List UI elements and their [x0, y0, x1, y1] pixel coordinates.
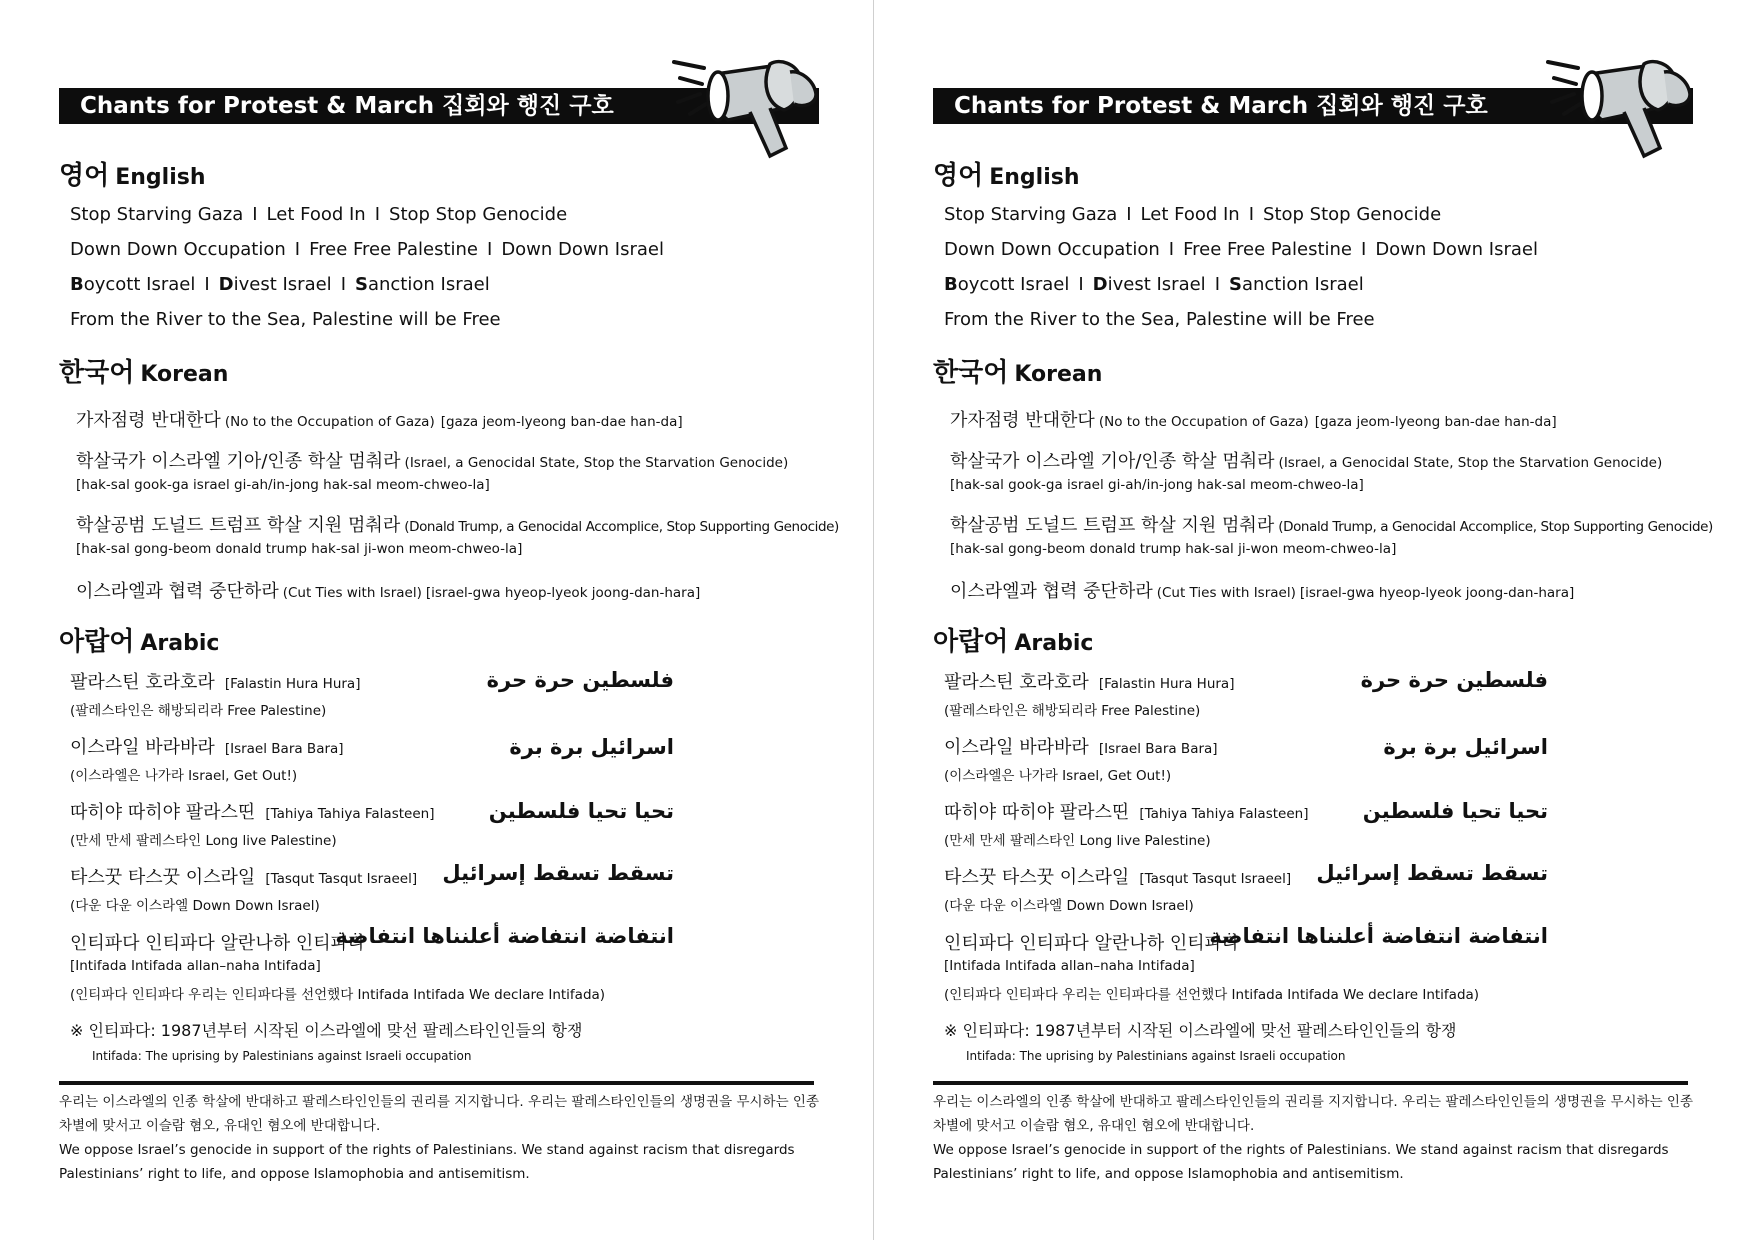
flyer-page-right — [874, 0, 1748, 1240]
footer-rule — [933, 1081, 1688, 1085]
chant-romanization: [Israel Bara Bara] — [1098, 741, 1218, 757]
chant-translation: (Donald Trump, a Genocidal Accomplice, Stop Supporting Genocide) — [404, 519, 839, 535]
chant-meaning: (다운 다운 이스라엘 Down Down Israel) — [70, 898, 320, 914]
arabic-text: تحيا تحيا فلسطين — [1362, 799, 1548, 823]
chant: Stop Starving Gaza — [944, 204, 1118, 225]
chant: Let Food In — [266, 204, 366, 225]
chant-meaning: (인티파다 인티파다 우리는 인티파다를 선언했다 Intifada Intifada We declare Intifada) — [70, 987, 606, 1003]
chant: Sanction Israel — [355, 274, 490, 295]
section-heading-ko: 한국어 — [59, 358, 135, 388]
separator: I — [1361, 239, 1367, 260]
korean-chant — [76, 406, 683, 432]
chant-romanization: [Intifada Intifada allan–naha Intifada] — [70, 958, 321, 974]
chant-korean: 가자점령 반대한다 — [76, 410, 221, 431]
initial-letter: S — [1229, 274, 1242, 295]
chant-korean: 이스라엘과 협력 중단하라 — [76, 581, 279, 602]
title-banner: Chants for Protest & March 집회와 행진 구호 — [59, 88, 819, 124]
chant: Stop Starving Gaza — [70, 204, 244, 225]
chant-meaning: (다운 다운 이스라엘 Down Down Israel) — [944, 898, 1194, 914]
chant-romanization: [Tasqut Tasqut Israeel] — [1139, 871, 1292, 887]
chant-romanization: [Israel Bara Bara] — [224, 741, 344, 757]
chant-korean: 팔라스틴 호라호라 — [944, 672, 1089, 693]
chant-romanization: [hak-sal gong-beom donald trump hak-sal ji-won meom-chweo-la] — [76, 541, 523, 557]
arabic-text: اسرائيل برة برة — [509, 735, 674, 759]
chant: Down Down Israel — [1375, 239, 1538, 260]
chant-romanization: [Tasqut Tasqut Israeel] — [265, 871, 418, 887]
chant-translation: (Donald Trump, a Genocidal Accomplice, Stop Supporting Genocide) — [1278, 519, 1713, 535]
section-heading-en: English — [115, 165, 206, 190]
chant-korean: 학살국가 이스라엘 기아/인종 학살 멈춰라 — [950, 451, 1275, 472]
section-heading-english — [59, 155, 206, 192]
arabic-chant — [944, 733, 1218, 759]
initial-letter: D — [1092, 274, 1108, 295]
megaphone-icon — [666, 46, 828, 170]
section-heading-arabic — [933, 621, 1093, 658]
chant-romanization: [gaza jeom-lyeong ban-dae han-da] — [1314, 414, 1557, 430]
chant-korean: 이스라일 바라바라 — [70, 737, 215, 758]
arabic-text: تسقط تسقط إسرائيل — [1316, 861, 1548, 885]
english-chant-line — [944, 239, 1538, 260]
footer-statement — [933, 1090, 1695, 1186]
chant: From the River to the Sea, Palestine will be Free — [944, 309, 1375, 330]
chant: Down Down Occupation — [944, 239, 1160, 260]
section-heading-arabic — [59, 621, 219, 658]
footer-korean: 우리는 이스라엘의 인종 학살에 반대하고 팔레스타인인들의 권리를 지지합니다. 우리는 팔레스타인인들의 생명권을 무시하는 인종차별에 맞서고 이슬람 혐오, 유대인 혐오에 반대합니다. — [59, 1094, 819, 1134]
chant-korean: 팔라스틴 호라호라 — [70, 672, 215, 693]
chant-translation: (No to the Occupation of Gaza) — [224, 414, 435, 430]
chant-meaning: (이스라엘은 나가라 Israel, Get Out!) — [944, 768, 1172, 784]
arabic-chant — [944, 798, 1308, 824]
chant-korean: 타스꿋 타스꿋 이스라일 — [944, 867, 1130, 888]
chant-korean: 이스라일 바라바라 — [944, 737, 1089, 758]
chant-korean: 인티파다 인티파다 알란나하 인티파다 — [944, 933, 1240, 954]
chant: Stop Stop Genocide — [389, 204, 568, 225]
chant-romanization: [Tahiya Tahiya Falasteen] — [265, 806, 435, 822]
english-chant-line — [70, 239, 664, 260]
korean-chant — [950, 577, 1574, 603]
initial-letter: B — [70, 274, 84, 295]
separator: I — [1168, 239, 1175, 260]
arabic-chant — [944, 863, 1291, 889]
separator: I — [1214, 274, 1220, 295]
separator: I — [204, 274, 210, 295]
section-heading-korean — [59, 352, 228, 389]
initial-letter: S — [355, 274, 368, 295]
section-heading-en: Korean — [140, 362, 229, 387]
korean-chant — [76, 447, 788, 473]
chant-romanization: [hak-sal gong-beom donald trump hak-sal ji-won meom-chweo-la] — [950, 541, 1397, 557]
chant-romanization: [gaza jeom-lyeong ban-dae han-da] — [440, 414, 683, 430]
arabic-text: تسقط تسقط إسرائيل — [442, 861, 674, 885]
chant-meaning: (팔레스타인은 해방되리라 Free Palestine) — [70, 703, 327, 719]
chant: From the River to the Sea, Palestine will be Free — [70, 309, 501, 330]
arabic-text: فلسطين حرة حرة — [1360, 668, 1548, 692]
english-chant-line — [70, 204, 567, 225]
arabic-chant — [70, 929, 365, 955]
arabic-chant — [70, 863, 417, 889]
english-chant-line — [944, 274, 1364, 295]
chant-meaning: (팔레스타인은 해방되리라 Free Palestine) — [944, 703, 1201, 719]
korean-chant — [950, 447, 1662, 473]
title-banner: Chants for Protest & March 집회와 행진 구호 — [933, 88, 1693, 124]
megaphone-icon — [1540, 46, 1702, 170]
intifada-note: ※ 인티파다: 1987년부터 시작된 이스라엘에 맞선 팔레스타인인들의 항쟁 — [944, 1021, 1457, 1040]
arabic-text: انتفاضة انتفاضة أعلنناها انتفاضة — [335, 924, 674, 948]
chant-romanization: [hak-sal gook-ga israel gi-ah/in-jong hak-sal meom-chweo-la] — [76, 477, 490, 493]
arabic-chant — [944, 929, 1239, 955]
arabic-text: انتفاضة انتفاضة أعلنناها انتفاضة — [1209, 924, 1548, 948]
chant-korean: 따히야 따히야 팔라스띤 — [70, 802, 256, 823]
chant-translation: (Cut Ties with Israel) — [282, 585, 422, 601]
section-heading-en: English — [989, 165, 1080, 190]
chant: Stop Stop Genocide — [1263, 204, 1442, 225]
separator: I — [1078, 274, 1084, 295]
chant: Down Down Occupation — [70, 239, 286, 260]
separator: I — [340, 274, 346, 295]
chant-korean: 학살국가 이스라엘 기아/인종 학살 멈춰라 — [76, 451, 401, 472]
chant: Boycott Israel — [70, 274, 196, 295]
chant-romanization: [israel-gwa hyeop-lyeok joong-dan-hara] — [425, 585, 701, 601]
footer-english: We oppose Israel’s genocide in support of the rights of Palestinians. We stand against racism that disregards Palestinians’ right to life, and oppose Islamophobia and antisemitism. — [933, 1142, 1669, 1182]
initial-letter: B — [944, 274, 958, 295]
chant-romanization: [Tahiya Tahiya Falasteen] — [1139, 806, 1309, 822]
chant-meaning: (이스라엘은 나가라 Israel, Get Out!) — [70, 768, 298, 784]
chant: Sanction Israel — [1229, 274, 1364, 295]
korean-chant — [950, 511, 1713, 537]
chant-korean: 학살공범 도널드 트럼프 학살 지원 멈춰라 — [76, 515, 401, 536]
section-heading-korean — [933, 352, 1102, 389]
english-chant-line — [944, 309, 1375, 330]
chant-korean: 이스라엘과 협력 중단하라 — [950, 581, 1153, 602]
section-heading-ko: 한국어 — [933, 358, 1009, 388]
chant-translation: (Israel, a Genocidal State, Stop the Starvation Genocide) — [404, 455, 789, 471]
chant: Free Free Palestine — [1183, 239, 1352, 260]
chant-romanization: [Falastin Hura Hura] — [224, 676, 361, 692]
chant-meaning: (만세 만세 팔레스타인 Long live Palestine) — [944, 833, 1211, 849]
english-chant-line — [70, 274, 490, 295]
chant: Divest Israel — [1092, 274, 1206, 295]
section-heading-en: Arabic — [140, 631, 220, 656]
chant-romanization: [Falastin Hura Hura] — [1098, 676, 1235, 692]
chant-translation: (Israel, a Genocidal State, Stop the Starvation Genocide) — [1278, 455, 1663, 471]
footer-statement — [59, 1090, 821, 1186]
section-heading-en: Arabic — [1014, 631, 1094, 656]
chant: Let Food In — [1140, 204, 1240, 225]
separator: I — [1248, 204, 1255, 225]
chant-romanization: [Intifada Intifada allan–naha Intifada] — [944, 958, 1195, 974]
arabic-chant — [70, 798, 434, 824]
korean-chant — [76, 577, 700, 603]
section-heading-ko: 아랍어 — [933, 627, 1009, 657]
separator: I — [252, 204, 258, 225]
section-heading-ko: 아랍어 — [59, 627, 135, 657]
separator: I — [1126, 204, 1132, 225]
section-heading-english — [933, 155, 1080, 192]
separator: I — [487, 239, 493, 260]
separator: I — [294, 239, 301, 260]
chant-korean: 따히야 따히야 팔라스띤 — [944, 802, 1130, 823]
initial-letter: D — [218, 274, 234, 295]
chant-korean: 가자점령 반대한다 — [950, 410, 1095, 431]
arabic-chant — [70, 668, 360, 694]
arabic-text: فلسطين حرة حرة — [486, 668, 674, 692]
chant: Free Free Palestine — [309, 239, 478, 260]
separator: I — [374, 204, 381, 225]
intifada-note-english: Intifada: The uprising by Palestinians against Israeli occupation — [966, 1049, 1346, 1063]
chant-romanization: [israel-gwa hyeop-lyeok joong-dan-hara] — [1299, 585, 1575, 601]
chant-translation: (Cut Ties with Israel) — [1156, 585, 1296, 601]
footer-english: We oppose Israel’s genocide in support of the rights of Palestinians. We stand against racism that disregards Palestinians’ right to life, and oppose Islamophobia and antisemitism. — [59, 1142, 795, 1182]
chant-translation: (No to the Occupation of Gaza) — [1098, 414, 1309, 430]
arabic-text: اسرائيل برة برة — [1383, 735, 1548, 759]
chant-romanization: [hak-sal gook-ga israel gi-ah/in-jong hak-sal meom-chweo-la] — [950, 477, 1364, 493]
english-chant-line — [70, 309, 501, 330]
arabic-chant — [70, 733, 344, 759]
chant-meaning: (인티파다 인티파다 우리는 인티파다를 선언했다 Intifada Intifada We declare Intifada) — [944, 987, 1480, 1003]
chant: Divest Israel — [218, 274, 332, 295]
korean-chant — [950, 406, 1557, 432]
english-chant-line — [944, 204, 1441, 225]
section-heading-en: Korean — [1014, 362, 1103, 387]
arabic-text: تحيا تحيا فلسطين — [488, 799, 674, 823]
section-heading-ko: 영어 — [59, 161, 110, 191]
chant: Down Down Israel — [501, 239, 664, 260]
footer-korean: 우리는 이스라엘의 인종 학살에 반대하고 팔레스타인인들의 권리를 지지합니다. 우리는 팔레스타인인들의 생명권을 무시하는 인종차별에 맞서고 이슬람 혐오, 유대인 혐오에 반대합니다. — [933, 1094, 1693, 1134]
chant-korean: 타스꿋 타스꿋 이스라일 — [70, 867, 256, 888]
chant-korean: 인티파다 인티파다 알란나하 인티파다 — [70, 933, 366, 954]
chant-korean: 학살공범 도널드 트럼프 학살 지원 멈춰라 — [950, 515, 1275, 536]
intifada-note-english: Intifada: The uprising by Palestinians against Israeli occupation — [92, 1049, 472, 1063]
intifada-note: ※ 인티파다: 1987년부터 시작된 이스라엘에 맞선 팔레스타인인들의 항쟁 — [70, 1021, 583, 1040]
chant-meaning: (만세 만세 팔레스타인 Long live Palestine) — [70, 833, 337, 849]
arabic-chant — [944, 668, 1234, 694]
footer-rule — [59, 1081, 814, 1085]
chant: Boycott Israel — [944, 274, 1070, 295]
korean-chant — [76, 511, 839, 537]
section-heading-ko: 영어 — [933, 161, 984, 191]
